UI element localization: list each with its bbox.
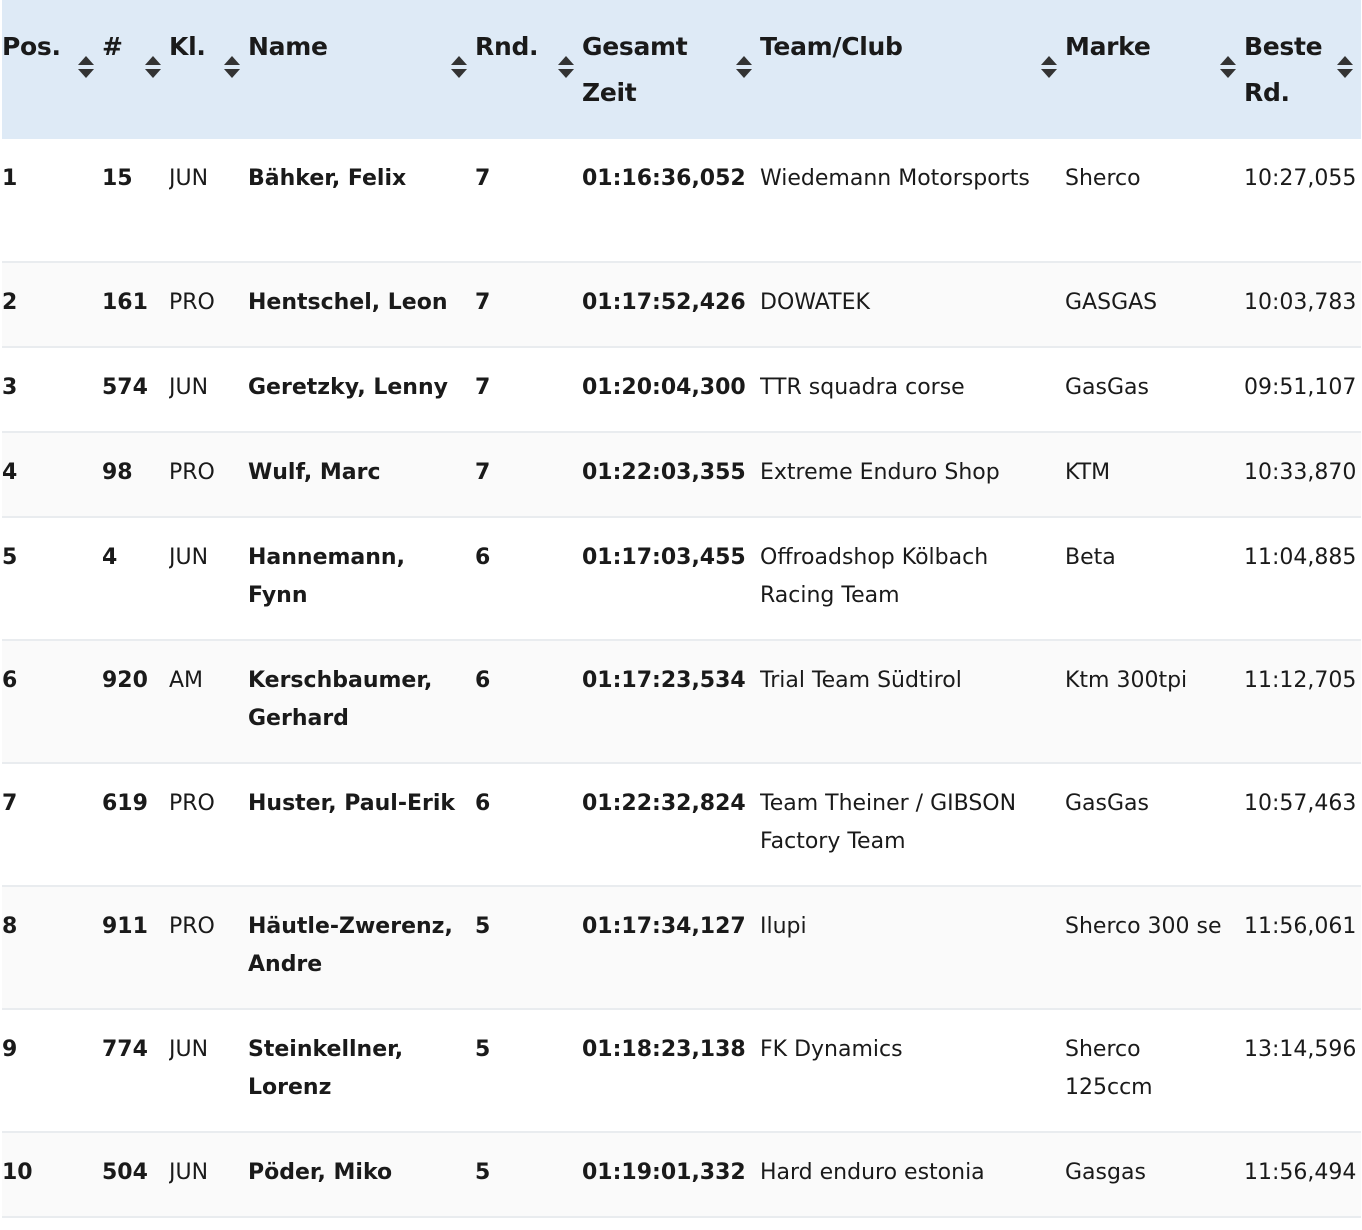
cell-pos: 9: [2, 1037, 18, 1062]
cell-rnd: 7: [475, 166, 491, 191]
sort-icon[interactable]: [451, 56, 467, 80]
column-header-team[interactable]: [760, 0, 1065, 139]
column-header-label: #: [102, 32, 123, 61]
cell-team: Team Theiner / GIBSON Factory Team: [760, 791, 1017, 854]
column-header-label: Kl.: [169, 32, 206, 61]
column-header-num[interactable]: [102, 0, 169, 139]
table-row: [2, 763, 1361, 886]
column-header-marke[interactable]: [1065, 0, 1244, 139]
cell-name: Bähker, Felix: [248, 166, 407, 191]
cell-marke: Sherco 125ccm: [1065, 1037, 1153, 1100]
cell-marke: Gasgas: [1065, 1160, 1146, 1185]
cell-kl: JUN: [169, 1160, 209, 1185]
table-row: [2, 432, 1361, 517]
table-row: [2, 640, 1361, 763]
cell-team: Ilupi: [760, 914, 807, 939]
cell-best: 11:56,061: [1244, 914, 1357, 939]
cell-name: Hannemann, Fynn: [248, 545, 405, 608]
cell-rnd: 6: [475, 545, 491, 570]
cell-name: Geretzky, Lenny: [248, 375, 448, 400]
cell-num: 15: [102, 166, 133, 191]
cell-name: Huster, Paul-Erik: [248, 791, 456, 816]
cell-num: 504: [102, 1160, 148, 1185]
sort-icon[interactable]: [558, 56, 574, 80]
cell-kl: JUN: [169, 1037, 209, 1062]
cell-num: 574: [102, 375, 148, 400]
results-table: [2, 0, 1361, 1218]
cell-marke: Beta: [1065, 545, 1116, 570]
cell-best: 10:27,055: [1244, 166, 1357, 191]
cell-pos: 6: [2, 668, 18, 693]
cell-best: 10:33,870: [1244, 460, 1357, 485]
column-header-label: Name: [248, 32, 328, 61]
cell-kl: JUN: [169, 545, 209, 570]
cell-zeit: 01:19:01,332: [582, 1160, 746, 1185]
cell-pos: 8: [2, 914, 18, 939]
column-header-kl[interactable]: [169, 0, 248, 139]
column-header-label: Team/Club: [760, 32, 903, 61]
cell-team: Extreme Enduro Shop: [760, 460, 1000, 485]
cell-num: 920: [102, 668, 148, 693]
cell-marke: Ktm 300tpi: [1065, 668, 1188, 693]
cell-pos: 7: [2, 791, 18, 816]
cell-zeit: 01:17:52,426: [582, 290, 746, 315]
cell-marke: KTM: [1065, 460, 1111, 485]
column-header-pos[interactable]: [2, 0, 102, 139]
cell-team: Offroadshop Kölbach Racing Team: [760, 545, 989, 608]
cell-best: 11:04,885: [1244, 545, 1357, 570]
cell-marke: Sherco 300 se: [1065, 914, 1222, 939]
cell-rnd: 7: [475, 290, 491, 315]
column-header-label: Marke: [1065, 32, 1151, 61]
table-row: [2, 139, 1361, 262]
cell-kl: PRO: [169, 791, 215, 816]
sort-icon[interactable]: [1220, 56, 1236, 80]
cell-kl: PRO: [169, 914, 215, 939]
cell-team: DOWATEK: [760, 290, 870, 315]
cell-team: TTR squadra corse: [760, 375, 965, 400]
cell-num: 98: [102, 460, 133, 485]
cell-rnd: 7: [475, 460, 491, 485]
cell-pos: 4: [2, 460, 18, 485]
cell-zeit: 01:18:23,138: [582, 1037, 746, 1062]
cell-kl: JUN: [169, 166, 209, 191]
table-row: [2, 886, 1361, 1009]
cell-rnd: 5: [475, 914, 491, 939]
cell-num: 774: [102, 1037, 148, 1062]
cell-zeit: 01:22:32,824: [582, 791, 746, 816]
cell-num: 4: [102, 545, 118, 570]
cell-name: Kerschbaumer, Gerhard: [248, 668, 433, 731]
cell-zeit: 01:22:03,355: [582, 460, 746, 485]
cell-team: Trial Team Südtirol: [760, 668, 962, 693]
table-row: [2, 1132, 1361, 1217]
cell-pos: 3: [2, 375, 18, 400]
table-header: [2, 0, 1361, 139]
cell-team: Wiedemann Motorsports: [760, 166, 1030, 191]
cell-best: 09:51,107: [1244, 375, 1357, 400]
cell-best: 10:03,783: [1244, 290, 1357, 315]
table-body: [2, 139, 1361, 1217]
cell-name: Wulf, Marc: [248, 460, 381, 485]
cell-num: 619: [102, 791, 148, 816]
sort-icon[interactable]: [1337, 56, 1353, 80]
cell-best: 13:14,596: [1244, 1037, 1357, 1062]
sort-icon[interactable]: [736, 56, 752, 80]
table-row: [2, 1009, 1361, 1132]
cell-zeit: 01:20:04,300: [582, 375, 746, 400]
sort-icon[interactable]: [78, 56, 94, 80]
cell-rnd: 6: [475, 668, 491, 693]
cell-pos: 1: [2, 166, 18, 191]
cell-rnd: 7: [475, 375, 491, 400]
cell-pos: 2: [2, 290, 18, 315]
column-header-zeit[interactable]: [582, 0, 760, 139]
column-header-label: Rnd.: [475, 32, 539, 61]
table-row: [2, 517, 1361, 640]
cell-num: 911: [102, 914, 148, 939]
cell-marke: Sherco: [1065, 166, 1141, 191]
cell-kl: JUN: [169, 375, 209, 400]
cell-zeit: 01:17:23,534: [582, 668, 746, 693]
cell-rnd: 6: [475, 791, 491, 816]
sort-icon[interactable]: [145, 56, 161, 80]
cell-kl: PRO: [169, 460, 215, 485]
cell-best: 11:12,705: [1244, 668, 1357, 693]
cell-best: 11:56,494: [1244, 1160, 1357, 1185]
column-header-name[interactable]: [248, 0, 475, 139]
cell-zeit: 01:17:03,455: [582, 545, 746, 570]
sort-icon[interactable]: [1041, 56, 1057, 80]
cell-name: Pöder, Miko: [248, 1160, 393, 1185]
cell-marke: GasGas: [1065, 791, 1149, 816]
sort-icon[interactable]: [224, 56, 240, 80]
table-row: [2, 262, 1361, 347]
cell-pos: 10: [2, 1160, 33, 1185]
column-header-best[interactable]: [1244, 0, 1361, 139]
cell-kl: PRO: [169, 290, 215, 315]
cell-marke: GASGAS: [1065, 290, 1158, 315]
cell-kl: AM: [169, 668, 204, 693]
cell-name: Häutle-Zwerenz, Andre: [248, 914, 453, 977]
cell-name: Steinkellner, Lorenz: [248, 1037, 404, 1100]
cell-marke: GasGas: [1065, 375, 1149, 400]
cell-zeit: 01:17:34,127: [582, 914, 746, 939]
cell-rnd: 5: [475, 1037, 491, 1062]
table-row: [2, 347, 1361, 432]
cell-zeit: 01:16:36,052: [582, 166, 746, 191]
header-row: [2, 0, 1361, 139]
column-header-rnd[interactable]: [475, 0, 582, 139]
cell-team: Hard enduro estonia: [760, 1160, 985, 1185]
cell-pos: 5: [2, 545, 18, 570]
column-header-label: Gesamt Zeit: [582, 32, 688, 107]
cell-team: FK Dynamics: [760, 1037, 903, 1062]
cell-best: 10:57,463: [1244, 791, 1357, 816]
column-header-label: Pos.: [2, 32, 61, 61]
column-header-label: Beste Rd.: [1244, 32, 1323, 107]
cell-name: Hentschel, Leon: [248, 290, 448, 315]
cell-num: 161: [102, 290, 148, 315]
cell-rnd: 5: [475, 1160, 491, 1185]
